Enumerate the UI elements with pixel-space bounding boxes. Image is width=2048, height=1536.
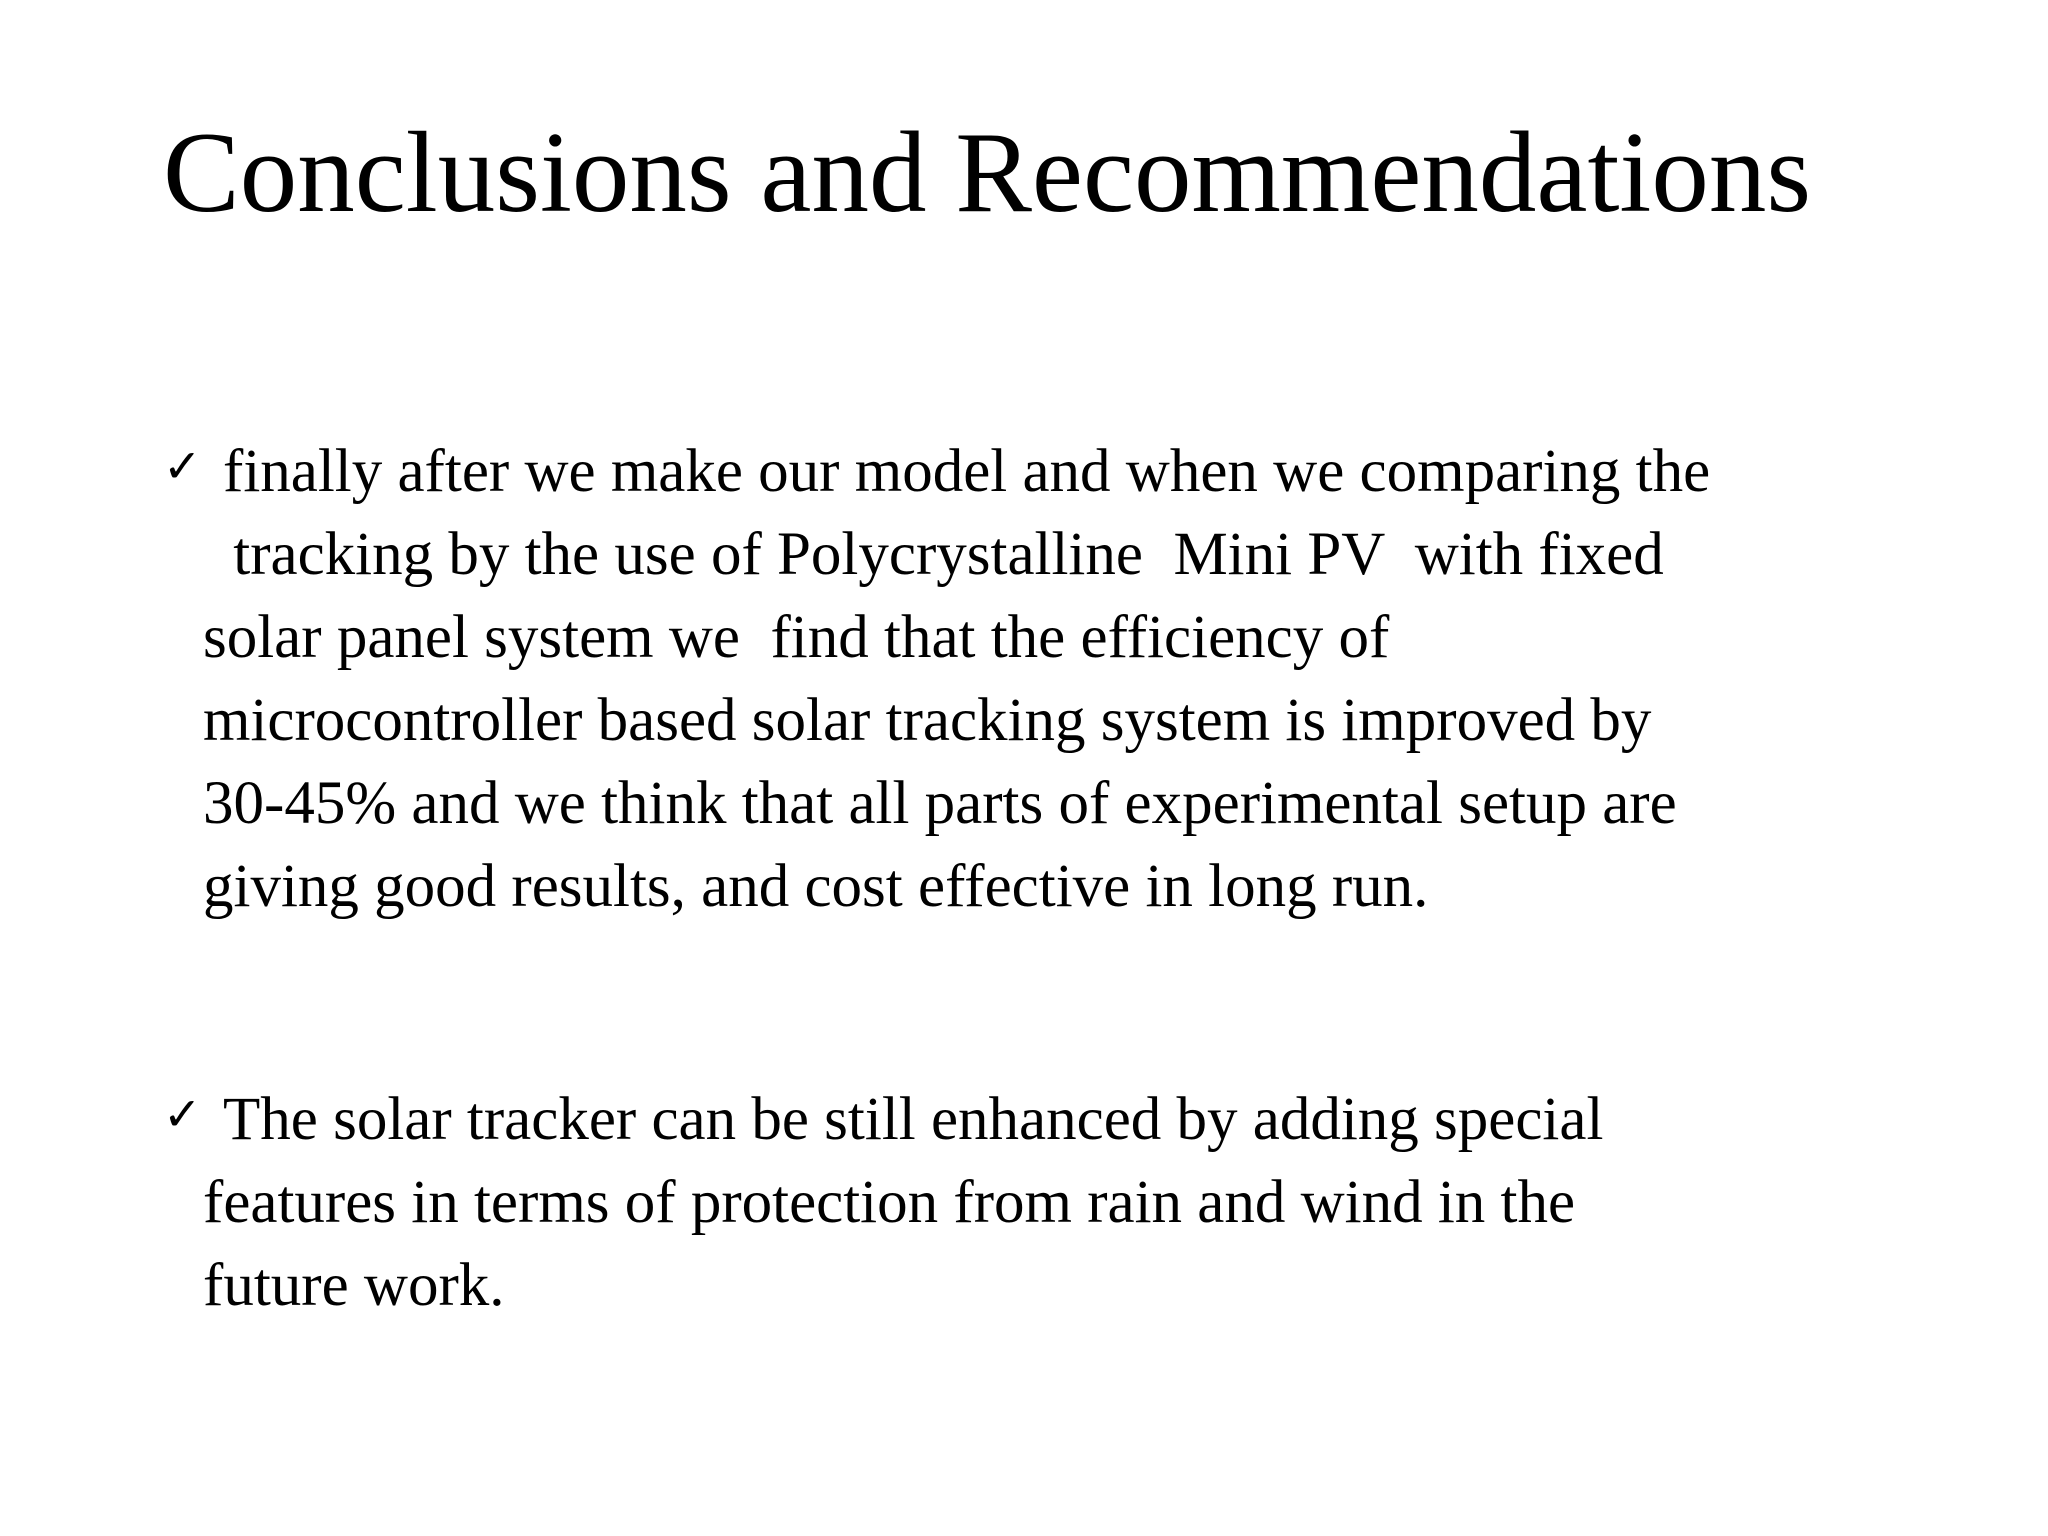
bullet-line: tracking by the use of Polycrystalline Mini PV with fixed [218, 521, 1664, 588]
checkmark-icon: ✓ [163, 1087, 202, 1141]
bullet-line: microcontroller based solar tracking system is improved by [203, 687, 1652, 754]
bullet-line: features in terms of protection from rain and wind in the [203, 1169, 1576, 1236]
bullet-conclusion [163, 430, 1923, 928]
bullet-line: future work. [203, 1252, 505, 1319]
bullet-line: finally after we make our model and when we comparing the [223, 438, 1711, 505]
bullet-recommendation [163, 1078, 1923, 1327]
bullet-line: giving good results, and cost effective in long run. [203, 853, 1429, 920]
checkmark-icon: ✓ [163, 439, 202, 493]
bullet-line: solar panel system we find that the efficiency of [203, 604, 1390, 671]
bullet-line: The solar tracker can be still enhanced by adding special [223, 1086, 1604, 1153]
slide-title: Conclusions and Recommendations [163, 109, 1812, 236]
bullet-line: 30-45% and we think that all parts of experimental setup are [203, 770, 1677, 837]
